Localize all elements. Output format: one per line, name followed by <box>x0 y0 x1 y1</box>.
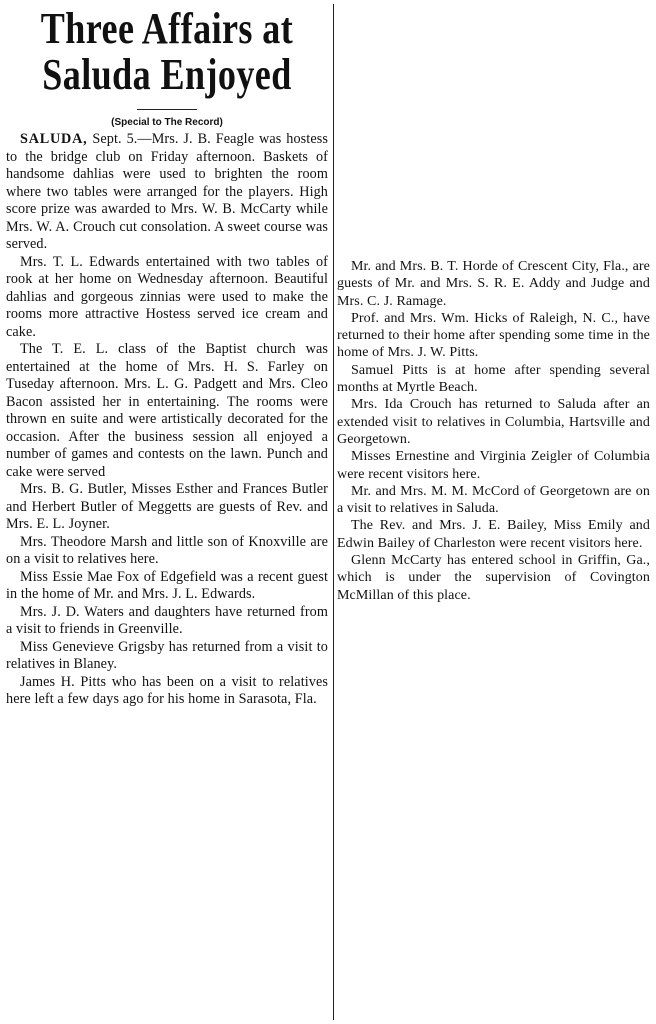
byline: (Special to The Record) <box>111 117 223 128</box>
article-paragraph: Miss Essie Mae Fox of Edgefield was a recent guest in the home of Mr. and Mrs. J. L. Edwards. <box>6 568 328 602</box>
article-paragraph: Miss Genevieve Grigsby has returned from a visit to relatives in Blaney. <box>6 638 328 672</box>
article-paragraph: Mr. and Mrs. B. T. Horde of Crescent City, Fla., are guests of Mr. and Mrs. S. R. E. Addy and Judge and Mrs. C. J. Ramage. <box>337 259 650 309</box>
right-column <box>337 258 650 778</box>
article-paragraph: Mr. and Mrs. M. M. McCord of Georgetown are on a visit to relatives in Saluda. <box>337 483 650 517</box>
article-paragraph: James H. Pitts who has been on a visit to relatives here left a few days ago for his home in Sarasota, Fla. <box>6 673 328 707</box>
article-paragraph: The T. E. L. class of the Baptist church was entertained at the home of Mrs. H. S. Farley on Tuseday afternoon. Mrs. L. G. Padgett and Mrs. Cleo Bacon assisted her in entertaining. The rooms were thrown en suite and were artistically decorated for the occasion. After the business session all enjoyed a number of games and contests on the lawn. Punch and cake were served <box>6 341 328 480</box>
article-paragraph: Mrs. B. G. Butler, Misses Esther and Frances Butler and Herbert Butler of Meggetts are guests of Rev. and Mrs. E. L. Joyner. <box>6 481 328 532</box>
headline <box>35 6 299 98</box>
article-paragraph: Misses Ernestine and Virginia Zeigler of Columbia were recent visitors here. <box>337 449 650 482</box>
article-paragraph: Glenn McCarty has entered school in Griffin, Ga., which is under the supervision of Covington McMillan of this place. <box>337 553 650 603</box>
headline-line-1: Three Affairs at <box>40 6 294 53</box>
paragraph-text: Sept. 5.—Mrs. J. B. Feagle was hostess to the bridge club on Friday afternoon. Baskets of handsome dahlias were used to brighten the room where two tables were arranged for the players. High score prize was awarded to Mrs. W. B. McCarty while Mrs. W. A. Crouch cut consolation. A sweet course was served. <box>6 131 328 252</box>
headline-rule <box>137 109 197 110</box>
left-column <box>6 6 328 1018</box>
article-paragraph: Samuel Pitts is at home after spending several months at Myrtle Beach. <box>337 362 650 396</box>
article-paragraph: The Rev. and Mrs. J. E. Bailey, Miss Emily and Edwin Bailey of Charleston were recent visitors here. <box>337 518 650 551</box>
article-paragraph: Prof. and Mrs. Wm. Hicks of Raleigh, N. C., have returned to their home after spending some time in the home of Mrs. J. W. Pitts. <box>337 310 650 361</box>
column-divider <box>333 4 334 1020</box>
article-paragraph: Mrs. Theodore Marsh and little son of Knoxville are on a visit to relatives here. <box>6 533 328 567</box>
article-paragraph: Mrs. T. L. Edwards entertained with two tables of rook at her home on Wednesday afternoon. Beautiful dahlias and gorgeous zinnias were used to make the rooms more attractive Hostess served ice cream and cake. <box>6 253 328 340</box>
article-paragraph: Mrs. J. D. Waters and daughters have returned from a visit to friends in Greenville. <box>6 603 328 637</box>
dateline: SALUDA, <box>20 131 88 147</box>
headline-line-2: Saluda Enjoyed <box>42 50 292 99</box>
article-paragraph: Mrs. Ida Crouch has returned to Saluda after an extended visit to relatives in Columbia, Hartsville and Georgetown. <box>337 397 650 447</box>
article-paragraph <box>6 131 328 254</box>
